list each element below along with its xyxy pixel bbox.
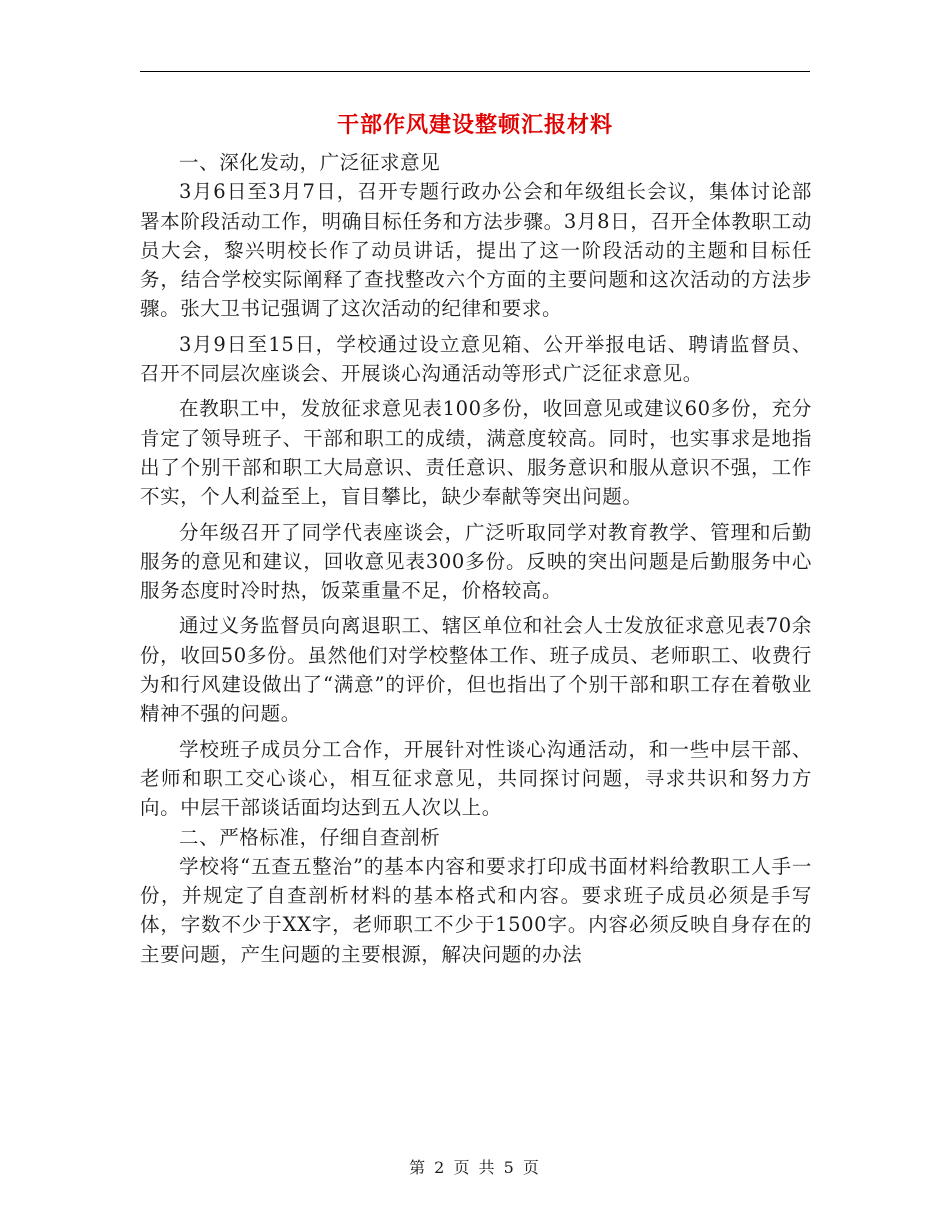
body-paragraph: 学校将“五查五整治”的基本内容和要求打印成书面材料给教职工人手一份，并规定了自查剖析材料的基本格式和内容。要求班子成员必须是手写体，字数不少于XX字，老师职工不少于1500字。内容必须反映自身存在的主要问题，产生问题的主要根源，解决问题的办法 [140, 854, 812, 966]
header-rule [140, 71, 810, 72]
page-number-footer: 第 2 页 共 5 页 [409, 1158, 541, 1177]
section-heading-1: 一、深化发动，广泛征求意见 [179, 151, 441, 174]
document-title: 干部作风建设整顿汇报材料 [336, 112, 613, 138]
body-paragraph: 分年级召开了同学代表座谈会，广泛听取同学对教育教学、管理和后勤服务的意见和建议，回收意见表300多份。反映的突出问题是后勤服务中心服务态度时冷时热，饭菜重量不足，价格较高。 [140, 520, 812, 603]
body-paragraph: 学校班子成员分工合作，开展针对性谈心沟通活动，和一些中层干部、老师和职工交心谈心，相互征求意见，共同探讨问题，寻求共识和努力方向。中层干部谈话面均达到五人次以上。 [140, 737, 812, 820]
body-paragraph: 通过义务监督员向离退职工、辖区单位和社会人士发放征求意见表70余份，收回50多份。虽然他们对学校整体工作、班子成员、老师职工、收费行为和行风建设做出了“满意”的评价，但也指出了个别干部和职工存在着敬业精神不强的问题。 [140, 614, 812, 726]
body-paragraph: 3月6日至3月7日，召开专题行政办公会和年级组长会议，集体讨论部署本阶段活动工作，明确目标任务和方法步骤。3月8日，召开全体教职工动员大会，黎兴明校长作了动员讲话，提出了这一阶段活动的主题和目标任务，结合学校实际阐释了查找整改六个方面的主要问题和这次活动的方法步骤。张大卫书记强调了这次活动的纪律和要求。 [140, 180, 812, 321]
document-body [140, 148, 812, 969]
body-paragraph: 3月9日至15日，学校通过设立意见箱、公开举报电话、聘请监督员、召开不同层次座谈会、开展谈心沟通活动等形式广泛征求意见。 [140, 332, 812, 386]
body-paragraph: 在教职工中，发放征求意见表100多份，收回意见或建议60多份，充分肯定了领导班子、干部和职工的成绩，满意度较高。同时，也实事求是地指出了个别干部和职工大局意识、责任意识、服务意识和服从意识不强，工作不实，个人利益至上，盲目攀比，缺少奉献等突出问题。 [140, 397, 812, 509]
section-heading-2: 二、严格标准，仔细自查剖析 [179, 825, 441, 849]
